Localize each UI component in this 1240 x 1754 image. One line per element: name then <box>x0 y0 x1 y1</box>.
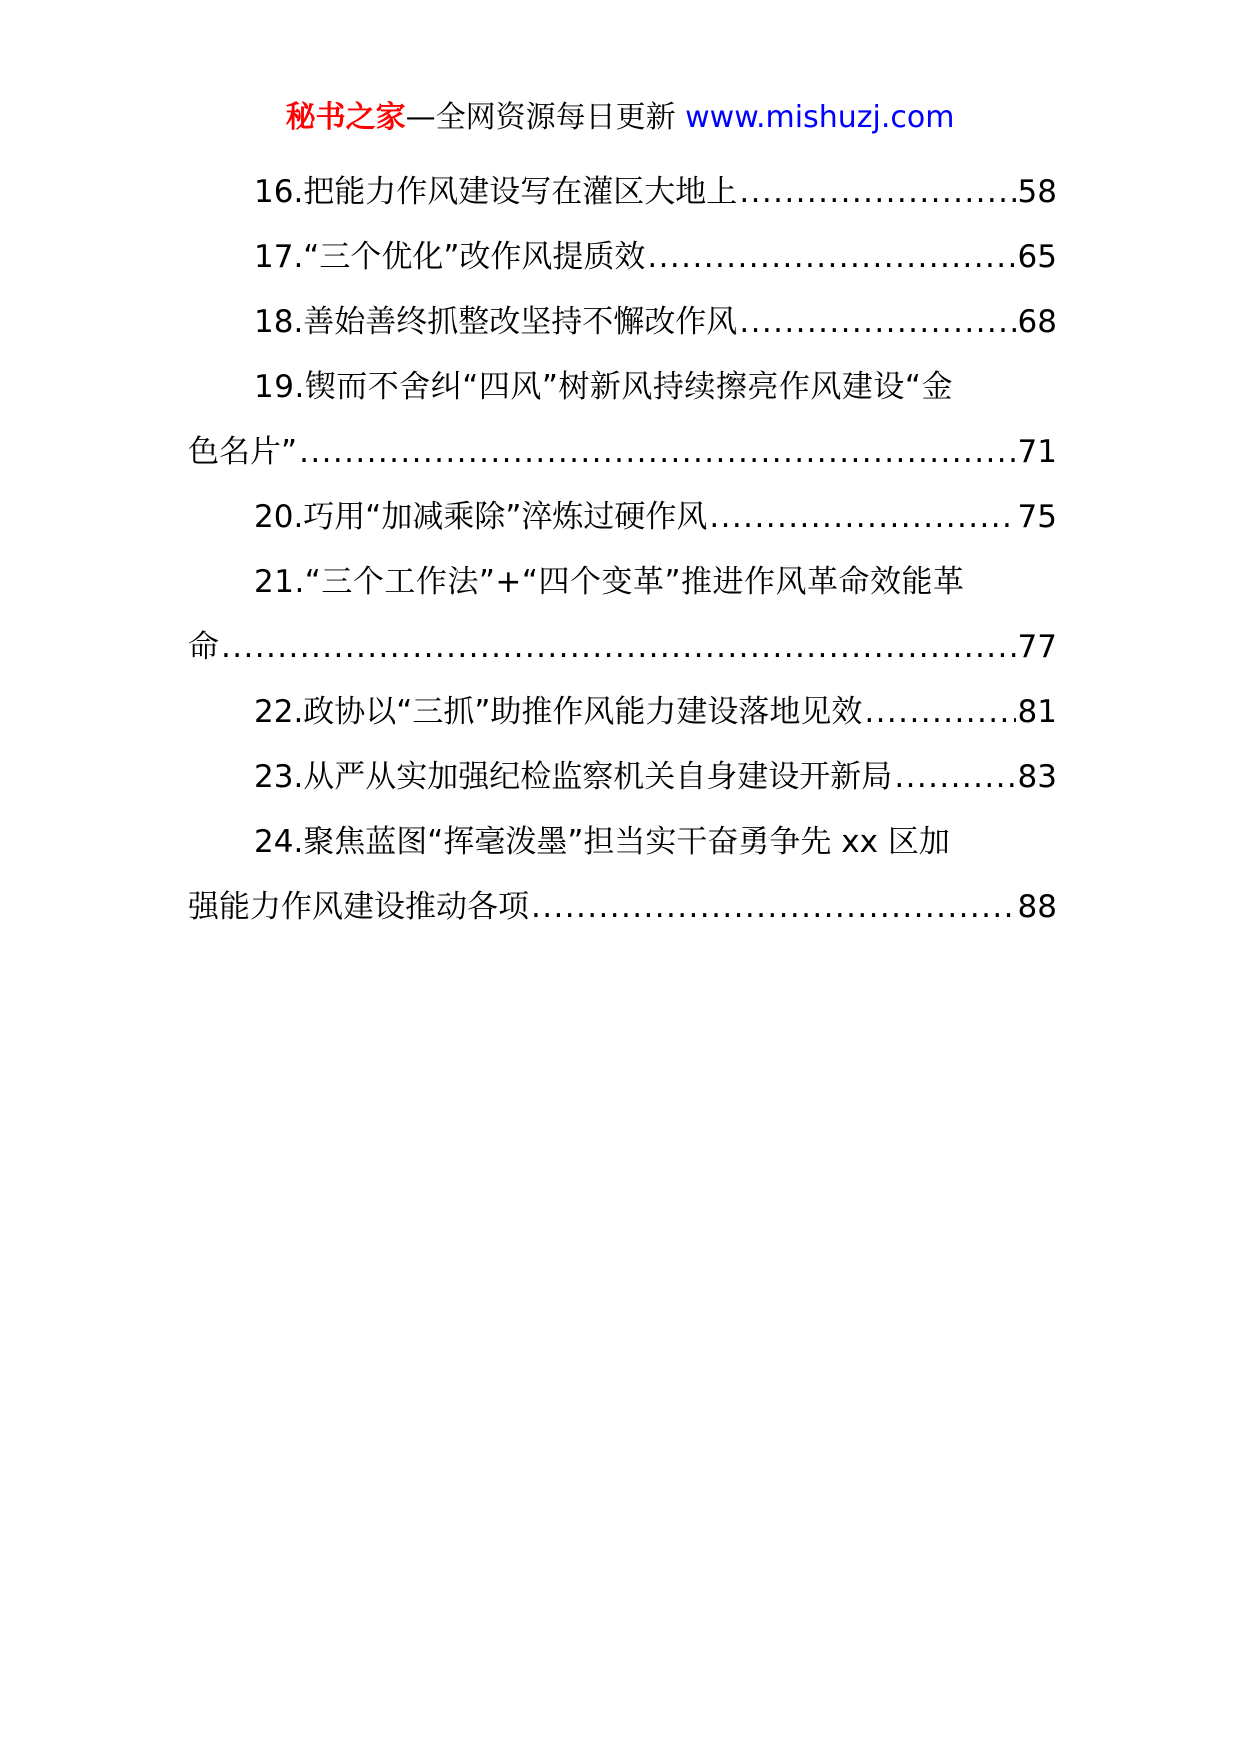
toc-entry-page: 81 <box>1017 694 1057 730</box>
toc-entry-title: 19.锲而不舍纠“四风”树新风持续擦亮作风建设“金 <box>254 369 953 405</box>
toc-entry-line <box>188 875 1057 940</box>
toc-dot-leader <box>864 680 1015 745</box>
toc-entry-title-continued: 色名片” <box>188 434 298 470</box>
toc-entry-page: 88 <box>1017 889 1057 925</box>
table-of-contents <box>188 160 1057 940</box>
toc-entry-title: 16.把能力作风建设写在灌区大地上 <box>254 174 738 210</box>
toc-entry[interactable] <box>188 550 1057 680</box>
toc-entry-line <box>188 160 1057 225</box>
toc-entry-page: 75 <box>1017 499 1057 535</box>
toc-entry-title: 22.政协以“三抓”助推作风能力建设落地见效 <box>254 694 863 730</box>
header-brand: 秘书之家 <box>285 100 406 135</box>
toc-entry[interactable] <box>188 680 1057 745</box>
toc-dot-leader <box>531 875 1016 940</box>
toc-entry-line <box>188 225 1057 290</box>
toc-entry-page: 77 <box>1017 629 1057 665</box>
page-header <box>0 98 1240 138</box>
toc-entry[interactable] <box>188 160 1057 225</box>
toc-entry[interactable] <box>188 290 1057 355</box>
toc-entry-line <box>188 485 1057 550</box>
toc-entry-page: 65 <box>1017 239 1057 275</box>
toc-entry-page: 68 <box>1017 304 1057 340</box>
header-tagline: —全网资源每日更新 <box>405 100 676 135</box>
toc-entry-title: 23.从严从实加强纪检监察机关自身建设开新局 <box>254 759 893 795</box>
toc-dot-leader <box>221 615 1016 680</box>
toc-dot-leader <box>709 485 1015 550</box>
toc-entry-title-continued: 命 <box>188 629 219 665</box>
toc-entry-line <box>188 420 1057 485</box>
toc-entry[interactable] <box>188 485 1057 550</box>
header-site-link[interactable]: www.mishuzj.com <box>685 100 955 135</box>
toc-entry[interactable] <box>188 355 1057 485</box>
toc-dot-leader <box>647 225 1015 290</box>
toc-entry-page: 71 <box>1017 434 1057 470</box>
toc-dot-leader <box>299 420 1015 485</box>
toc-entry-title: 20.巧用“加减乘除”淬炼过硬作风 <box>254 499 708 535</box>
toc-dot-leader <box>739 160 1015 225</box>
toc-entry[interactable] <box>188 225 1057 290</box>
toc-entry-line <box>188 680 1057 745</box>
toc-entry-line <box>188 615 1057 680</box>
toc-entry[interactable] <box>188 745 1057 810</box>
toc-entry-line <box>188 355 1057 420</box>
toc-entry-line <box>188 745 1057 810</box>
toc-entry-page: 58 <box>1017 174 1057 210</box>
toc-entry-title: 24.聚焦蓝图“挥毫泼墨”担当实干奋勇争先 xx 区加 <box>254 824 950 860</box>
toc-entry-title: 17.“三个优化”改作风提质效 <box>254 239 646 275</box>
toc-dot-leader <box>739 290 1015 355</box>
toc-entry-title-continued: 强能力作风建设推动各项 <box>188 889 529 925</box>
toc-entry[interactable] <box>188 810 1057 940</box>
toc-entry-title: 18.善始善终抓整改坚持不懈改作风 <box>254 304 738 340</box>
toc-entry-line <box>188 810 1057 875</box>
toc-entry-title: 21.“三个工作法”+“四个变革”推进作风革命效能革 <box>254 564 965 600</box>
toc-entry-line <box>188 290 1057 355</box>
toc-dot-leader <box>894 745 1015 810</box>
toc-entry-page: 83 <box>1017 759 1057 795</box>
toc-entry-line <box>188 550 1057 615</box>
